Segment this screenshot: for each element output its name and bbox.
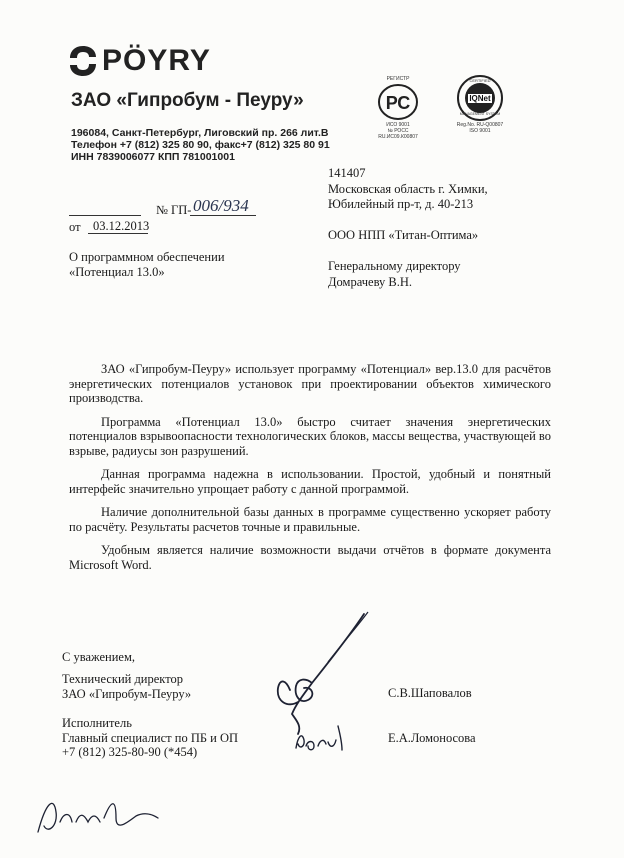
executor-title: Главный специалист по ПБ и ОП <box>62 730 239 745</box>
recipient-street: Юбилейный пр-т, д. 40-213 <box>328 197 474 211</box>
ref-number-line <box>190 215 256 216</box>
ref-number-handwritten: 006/934 <box>193 196 249 215</box>
iqnet-certificate-stamp <box>452 74 508 134</box>
body-paragraph: Программа «Потенциал 13.0» быстро считает значения энергетических потенциалов взрывоопасности технологических блоков, массы вещества, участвующей во взрыве, радиусы зон разрушений. <box>69 414 551 458</box>
stamp-top-label: РЕГИСТР <box>386 76 410 82</box>
date-prefix: от <box>69 220 81 234</box>
rst-certificate-stamp <box>368 76 428 140</box>
svg-text:РС: РС <box>385 93 411 113</box>
seal-top-text: CERTIFIED <box>469 78 491 83</box>
letter-date: 03.12.2013 <box>93 219 150 233</box>
signer-title <box>62 672 191 702</box>
body-paragraph: Удобным является наличие возможности выдачи отчётов в формате документа Microsoft Word. <box>69 543 551 572</box>
seal-iso-label: ISO 9001 <box>469 128 491 134</box>
ref-blank-line <box>69 215 141 216</box>
signer-position: Технический директор <box>62 672 183 686</box>
recipient-region: Московская область г. Химки, <box>328 181 488 196</box>
ref-number-prefix: № ГП- <box>156 203 192 217</box>
signer-company: ЗАО «Гипробум-Пеуру» <box>62 687 192 701</box>
recipient-company: ООО НПП «Титан-Оптима» <box>328 228 479 242</box>
subject-line: О программном обеспечении <box>69 250 225 264</box>
rst-mark-icon <box>376 82 420 122</box>
body-paragraph: ЗАО «Гипробум-Пеуру» использует программу «Потенциал» вер.13.0 для расчётов энергетических потенциалов установок при проектировании объектов химического производства. <box>69 362 551 405</box>
margin-signature <box>32 792 162 842</box>
seal-bottom-text: MANAGEMENT SYSTEM <box>459 112 501 116</box>
recipient-name: Домрачеву В.Н. <box>328 274 413 289</box>
phone-line: Телефон +7 (812) 325 80 90, факс+7 (812) 325 80 91 <box>71 139 330 151</box>
date-line <box>88 233 148 234</box>
brand-name: PÖYRY <box>102 44 211 77</box>
executor-signature <box>292 718 354 758</box>
recipient-spacer <box>328 213 488 229</box>
company-name: ЗАО «Гипробум - Пеуру» <box>71 90 304 111</box>
signer-name: С.В.Шаповалов <box>388 686 472 700</box>
recipient-block <box>328 166 488 290</box>
address-line: 196084, Санкт-Петербург, Лиговский пр. 266 лит.В <box>71 127 329 139</box>
executor-name: Е.А.Ломоносова <box>388 731 476 745</box>
regards: С уважением, <box>62 650 135 664</box>
executor-phone: +7 (812) 325-80-90 (*454) <box>62 745 198 759</box>
seal-name: IQNet <box>469 94 491 103</box>
recipient-spacer <box>328 244 488 260</box>
seal-reg-number: Reg.No. RU-Q00807 <box>456 122 504 128</box>
subject-line: «Потенциал 13.0» <box>69 265 165 279</box>
recipient-postcode: 141407 <box>328 166 366 180</box>
recipient-position: Генеральному директору <box>328 259 461 273</box>
stamp-number: № РОСС RU.ИС09.К00807 <box>378 128 418 140</box>
body-paragraph: Наличие дополнительной базы данных в программе существенно ускоряет работу по расчёту. Результаты расчетов точные и правильные. <box>69 505 551 534</box>
executor-label: Исполнитель <box>62 716 132 730</box>
body-paragraph: Данная программа надежна в использовании. Простой, удобный и понятный интерфейс значительно упрощает работу с данной программой. <box>69 467 551 496</box>
executor-block <box>62 716 238 760</box>
letter-body <box>69 362 551 581</box>
inn-line: ИНН 7839006077 КПП 781001001 <box>71 151 235 163</box>
stamp-bottom-label: ИСО 9001 <box>386 122 410 128</box>
poyry-logo-icon <box>68 44 98 78</box>
subject <box>69 250 225 280</box>
